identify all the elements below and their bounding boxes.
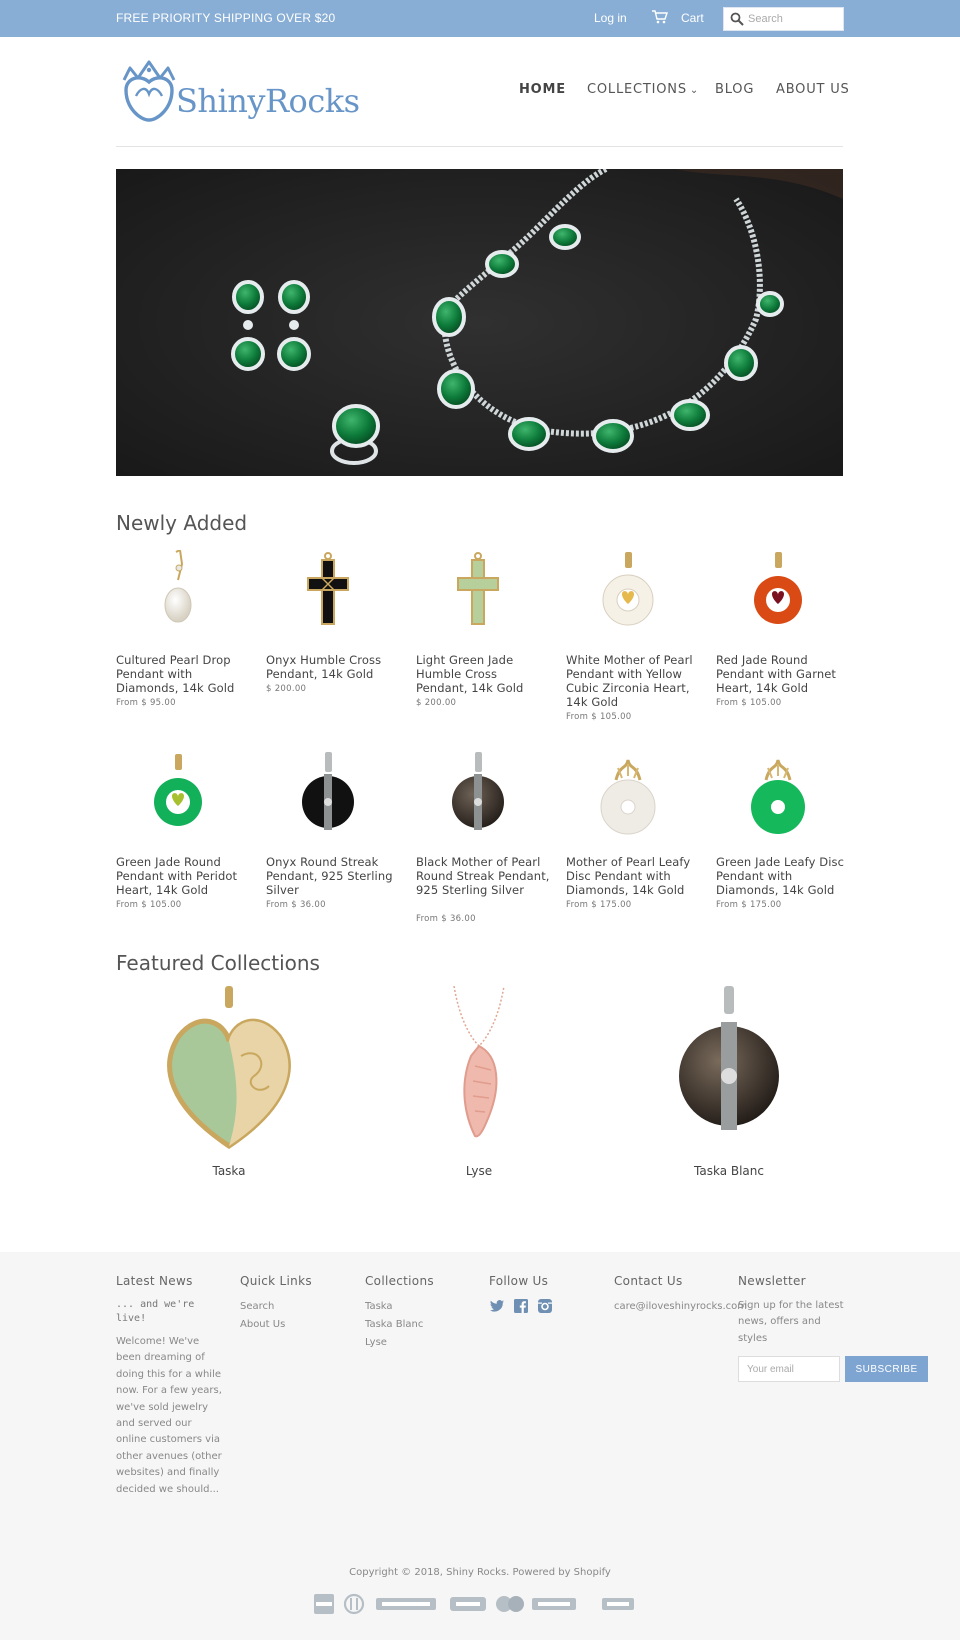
featured-collections-heading: Featured Collections [116, 951, 320, 975]
search-box[interactable] [723, 7, 844, 31]
product-name[interactable]: Cultured Pearl Drop Pendant with Diamonds, 14k Gold [116, 653, 235, 695]
newsletter-email-input[interactable] [738, 1356, 840, 1382]
product-price: From $ 36.00 [266, 900, 326, 910]
footer-link-taska[interactable]: Taska [365, 1301, 393, 1312]
nav-home[interactable]: HOME [519, 82, 566, 97]
site-logo[interactable] [116, 60, 366, 126]
hero-jewelry-image [116, 169, 843, 476]
collection-label[interactable]: Taska [212, 1164, 246, 1178]
product-image [266, 550, 401, 650]
footer-link-taska-blanc[interactable]: Taska Blanc [365, 1319, 424, 1330]
product-image [566, 550, 701, 650]
newly-added-heading: Newly Added [116, 511, 248, 535]
product-image [416, 550, 551, 650]
footer-heading: Quick Links [240, 1274, 312, 1288]
payment-icons [312, 1592, 652, 1616]
collection-image [379, 986, 579, 1156]
product-name[interactable]: Onyx Humble Cross Pendant, 14k Gold [266, 653, 382, 681]
footer-heading: Latest News [116, 1274, 193, 1288]
product-image [266, 752, 401, 852]
nav-blog[interactable]: BLOG [715, 82, 755, 97]
paypal-icon [532, 1598, 576, 1610]
search-icon [730, 12, 744, 26]
nav-collections[interactable] [587, 82, 787, 97]
product-image [416, 752, 551, 852]
diners-club-icon [345, 1595, 363, 1613]
mastercard-icon [496, 1596, 524, 1612]
footer-heading: Newsletter [738, 1274, 806, 1288]
product-image [566, 752, 701, 852]
subscribe-button[interactable]: SUBSCRIBE [845, 1356, 928, 1382]
nav-collections-label: COLLECTIONS [587, 82, 687, 97]
footer-link-about-us[interactable]: About Us [240, 1319, 286, 1330]
news-post-title[interactable]: ... and we're live! [116, 1299, 195, 1324]
footer-contact-us [614, 1274, 747, 1316]
product-name[interactable]: Mother of Pearl Leafy Disc Pendant with Diamonds, 14k Gold [566, 855, 691, 897]
product-name[interactable]: Green Jade Leafy Disc Pendant with Diamonds, 14k Gold [716, 855, 845, 897]
product-price: $ 200.00 [416, 698, 457, 708]
site-footer [0, 1252, 960, 1640]
footer-follow-us [489, 1274, 553, 1314]
product-name[interactable]: Black Mother of Pearl Round Streak Pendant, 925 Sterling Silver [416, 855, 550, 897]
product-image [716, 752, 851, 852]
jcb-icon [450, 1597, 486, 1611]
cart-link[interactable]: Cart [681, 11, 704, 25]
american-express-icon [314, 1594, 334, 1614]
footer-newsletter [738, 1274, 928, 1382]
product-image [716, 550, 851, 650]
footer-link-lyse[interactable]: Lyse [365, 1337, 387, 1348]
footer-link-search[interactable]: Search [240, 1301, 275, 1312]
announcement-bar [0, 0, 960, 37]
logo-crown-icon [116, 60, 182, 126]
collection-label[interactable]: Taska Blanc [694, 1164, 764, 1178]
product-price: From $ 105.00 [116, 900, 182, 910]
product-price: $ 200.00 [266, 684, 307, 694]
product-name[interactable]: Light Green Jade Humble Cross Pendant, 14k Gold [416, 653, 524, 695]
visa-icon [602, 1598, 634, 1610]
product-price: From $ 105.00 [566, 712, 632, 722]
contact-email[interactable]: care@iloveshinyrocks.com [614, 1301, 748, 1312]
instagram-icon[interactable] [537, 1298, 553, 1314]
twitter-icon[interactable] [489, 1298, 505, 1314]
search-input[interactable] [748, 11, 840, 27]
product-price: From $ 95.00 [116, 698, 176, 708]
product-price: From $ 36.00 [416, 914, 476, 924]
collection-image [129, 986, 329, 1156]
footer-quick-links [240, 1274, 312, 1334]
newsletter-description: Sign up for the latest news, offers and styles [738, 1300, 844, 1344]
product-image [116, 752, 251, 852]
cart-icon[interactable] [652, 10, 668, 24]
nav-about-us[interactable]: ABOUT US [776, 82, 850, 97]
header-divider [116, 146, 843, 147]
product-name[interactable]: White Mother of Pearl Pendant with Yellow Cubic Zirconia Heart, 14k Gold [566, 653, 693, 709]
product-name[interactable]: Green Jade Round Pendant with Peridot Heart, 14k Gold [116, 855, 238, 897]
product-name[interactable]: Red Jade Round Pendant with Garnet Heart, 14k Gold [716, 653, 836, 695]
logo-wordmark: ShinyRocks [176, 82, 360, 120]
shipping-banner-text: FREE PRIORITY SHIPPING OVER $20 [116, 11, 336, 25]
product-image [116, 550, 251, 650]
login-link[interactable]: Log in [594, 11, 627, 25]
footer-collections [365, 1274, 434, 1352]
collection-label[interactable]: Lyse [465, 1164, 493, 1178]
collection-image [629, 986, 829, 1156]
footer-latest-news [116, 1274, 224, 1498]
footer-heading: Collections [365, 1274, 434, 1288]
product-price: From $ 105.00 [716, 698, 782, 708]
product-price: From $ 175.00 [566, 900, 632, 910]
chevron-down-icon: ⌄ [689, 85, 700, 96]
facebook-icon[interactable] [513, 1298, 529, 1314]
news-post-excerpt: Welcome! We've been dreaming of doing this for a while now. For a few years, we've sold jewelry and served our online customers via other avenues (other websites) and finally decided we should... [116, 1336, 222, 1495]
hero-banner[interactable] [116, 169, 843, 476]
product-price: From $ 175.00 [716, 900, 782, 910]
copyright-text: Copyright © 2018, Shiny Rocks. Powered by Shopify [349, 1567, 611, 1578]
product-name[interactable]: Onyx Round Streak Pendant, 925 Sterling Silver [266, 855, 393, 897]
footer-heading: Contact Us [614, 1274, 683, 1288]
footer-heading: Follow Us [489, 1274, 549, 1288]
discover-icon [376, 1598, 436, 1610]
